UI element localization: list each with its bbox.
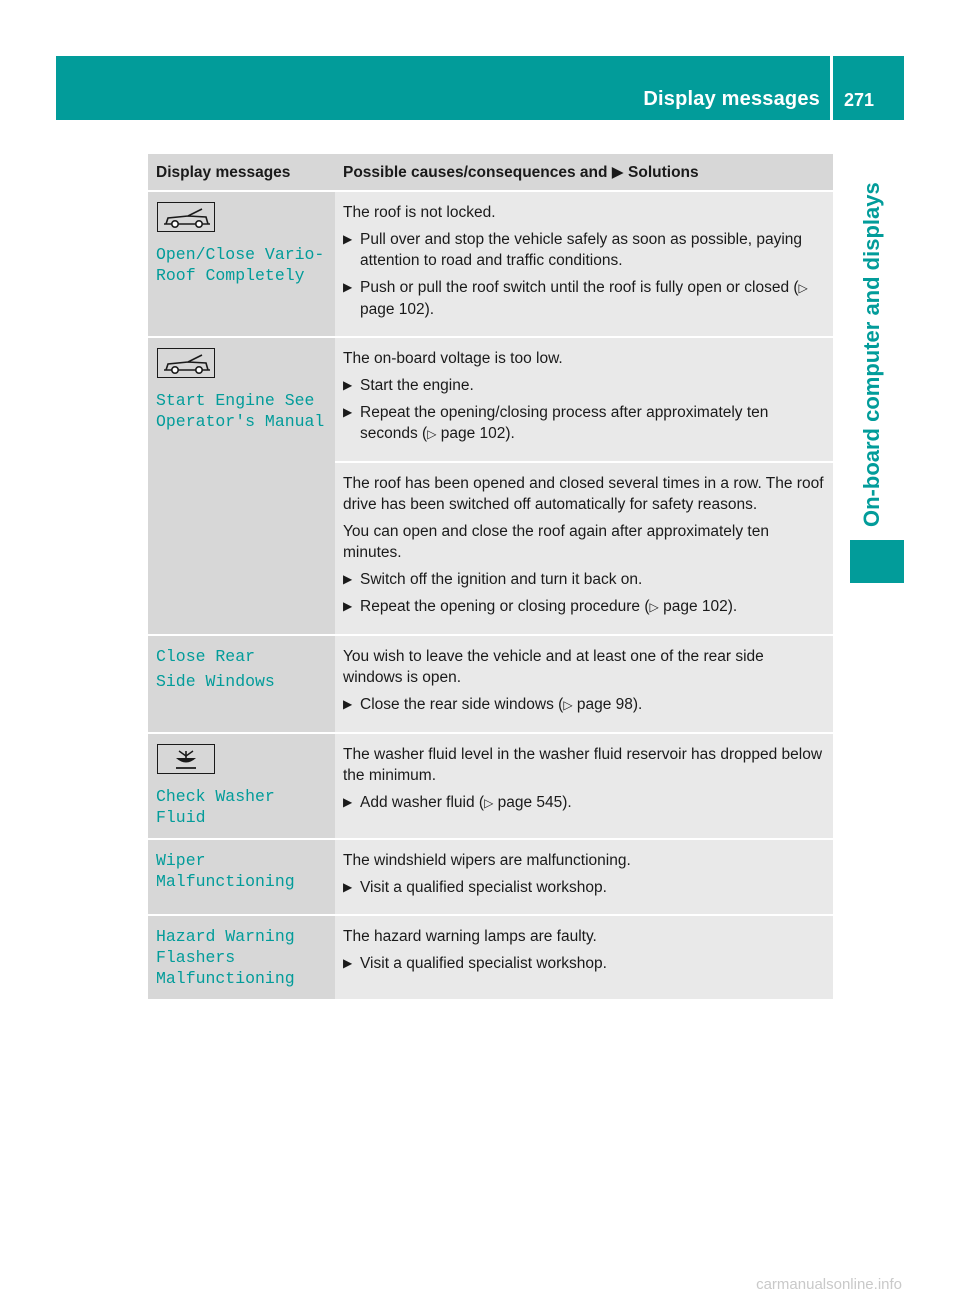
step-text: Visit a qualified specialist workshop. — [360, 955, 607, 972]
page-reference-link[interactable]: page 102). — [663, 598, 738, 615]
message-cell — [148, 839, 335, 915]
step-arrow-icon: ▶ — [343, 795, 353, 809]
cause-text: The hazard warning lamps are faulty. — [343, 928, 597, 945]
header-separator — [830, 56, 833, 120]
solution-step — [343, 953, 827, 974]
message-text-line: Malfunctioning — [156, 872, 295, 891]
message-text-line: Malfunctioning — [156, 969, 295, 988]
message-cell — [148, 191, 335, 337]
solution-step — [343, 694, 827, 716]
table-row — [148, 635, 833, 733]
message-text-line: Roof Completely — [156, 266, 305, 285]
cause-text: You wish to leave the vehicle and at least one of the rear side windows is open. — [343, 648, 764, 686]
table-row — [148, 337, 833, 462]
message-text-line: Close Rear — [156, 647, 256, 666]
message-cell — [148, 733, 335, 839]
page-number: 271 — [844, 90, 875, 110]
step-text: Add washer fluid ( — [360, 794, 485, 811]
step-arrow-icon: ▶ — [343, 880, 353, 894]
chapter-tab-marker — [850, 540, 904, 583]
solution-step — [343, 569, 827, 590]
message-text-line: Wiper — [156, 851, 206, 870]
page-reference-link[interactable]: page 102). — [360, 301, 435, 318]
cause-text: The roof is not locked. — [343, 204, 496, 221]
message-text-line: Open/Close Vario- — [156, 245, 325, 264]
step-arrow-icon: ▶ — [343, 405, 353, 419]
step-text: Start the engine. — [360, 377, 474, 394]
page-ref-icon: ▷ — [649, 600, 659, 614]
cause-text: The roof has been opened and closed several times in a row. The roof drive has been switched off automatically for safety reasons. — [343, 475, 824, 513]
solution-step — [343, 402, 827, 445]
note-text: You can open and close the roof again after approximately ten minutes. — [343, 523, 769, 561]
col-header-solutions — [335, 154, 833, 191]
solution-cell — [335, 462, 833, 635]
solution-arrow-icon: ▶ — [611, 163, 624, 181]
cause-text: The on-board voltage is too low. — [343, 350, 563, 367]
solution-step — [343, 375, 827, 396]
chapter-side-label: On-board computer and displays — [859, 182, 884, 527]
message-cell — [148, 915, 335, 1000]
page-ref-icon: ▷ — [798, 281, 808, 295]
table-row — [148, 733, 833, 839]
solution-cell — [335, 839, 833, 915]
solution-step — [343, 596, 827, 618]
step-text: Repeat the opening/closing process after approximately ten seconds ( — [360, 404, 769, 442]
convertible-roof-icon — [157, 202, 215, 232]
convertible-roof-icon — [157, 348, 215, 378]
step-arrow-icon: ▶ — [343, 280, 353, 294]
solution-step — [343, 277, 827, 320]
solution-cell — [335, 915, 833, 1000]
message-text-line: Operator's Manual — [156, 412, 325, 431]
step-text: Pull over and stop the vehicle safely as soon as possible, paying attention to road and traffic conditions. — [360, 231, 803, 269]
solution-step — [343, 877, 827, 898]
washer-fluid-icon — [157, 744, 215, 774]
col-header-causes-label: Possible causes/consequences and — [343, 163, 608, 181]
step-text: Push or pull the roof switch until the roof is fully open or closed ( — [360, 279, 799, 296]
step-arrow-icon: ▶ — [343, 232, 353, 246]
message-text-line: Side Windows — [156, 672, 275, 691]
message-text-line: Flashers — [156, 948, 236, 967]
table-header-row — [148, 154, 833, 191]
page-ref-icon: ▷ — [563, 698, 573, 712]
page-reference-link[interactable]: page 98). — [576, 696, 643, 713]
table-row — [148, 915, 833, 1000]
message-text-line: Check Washer Fluid — [156, 787, 275, 827]
step-arrow-icon: ▶ — [343, 956, 353, 970]
solution-cell — [335, 191, 833, 337]
page-reference-link[interactable]: page 102). — [440, 425, 515, 442]
table-row — [148, 839, 833, 915]
message-text-line: Start Engine See — [156, 391, 315, 410]
cause-text: The washer fluid level in the washer fluid reservoir has dropped below the minimum. — [343, 746, 823, 784]
message-cell — [148, 337, 335, 635]
step-text: Visit a qualified specialist workshop. — [360, 879, 607, 896]
step-arrow-icon: ▶ — [343, 599, 353, 613]
solution-cell — [335, 337, 833, 462]
col-header-display-messages: Display messages — [148, 154, 335, 191]
message-text-line: Hazard Warning — [156, 927, 295, 946]
page-ref-icon: ▷ — [427, 427, 437, 441]
page-ref-icon: ▷ — [484, 796, 494, 810]
solution-step — [343, 229, 827, 271]
message-cell — [148, 635, 335, 733]
solution-step — [343, 792, 827, 814]
step-arrow-icon: ▶ — [343, 378, 353, 392]
page-reference-link[interactable]: page 545). — [497, 794, 572, 811]
page-section-title: Display messages — [643, 88, 820, 110]
cause-text: The windshield wipers are malfunctioning. — [343, 852, 631, 869]
step-arrow-icon: ▶ — [343, 572, 353, 586]
step-text: Close the rear side windows ( — [360, 696, 564, 713]
step-text: Switch off the ignition and turn it back on. — [360, 571, 643, 588]
col-header-solutions-label: Solutions — [628, 163, 699, 181]
display-messages-table — [148, 154, 833, 1001]
solution-cell — [335, 733, 833, 839]
step-arrow-icon: ▶ — [343, 697, 353, 711]
step-text: Repeat the opening or closing procedure ( — [360, 598, 650, 615]
solution-cell — [335, 635, 833, 733]
watermark: carmanualsonline.info — [756, 1276, 902, 1293]
table-row — [148, 191, 833, 337]
